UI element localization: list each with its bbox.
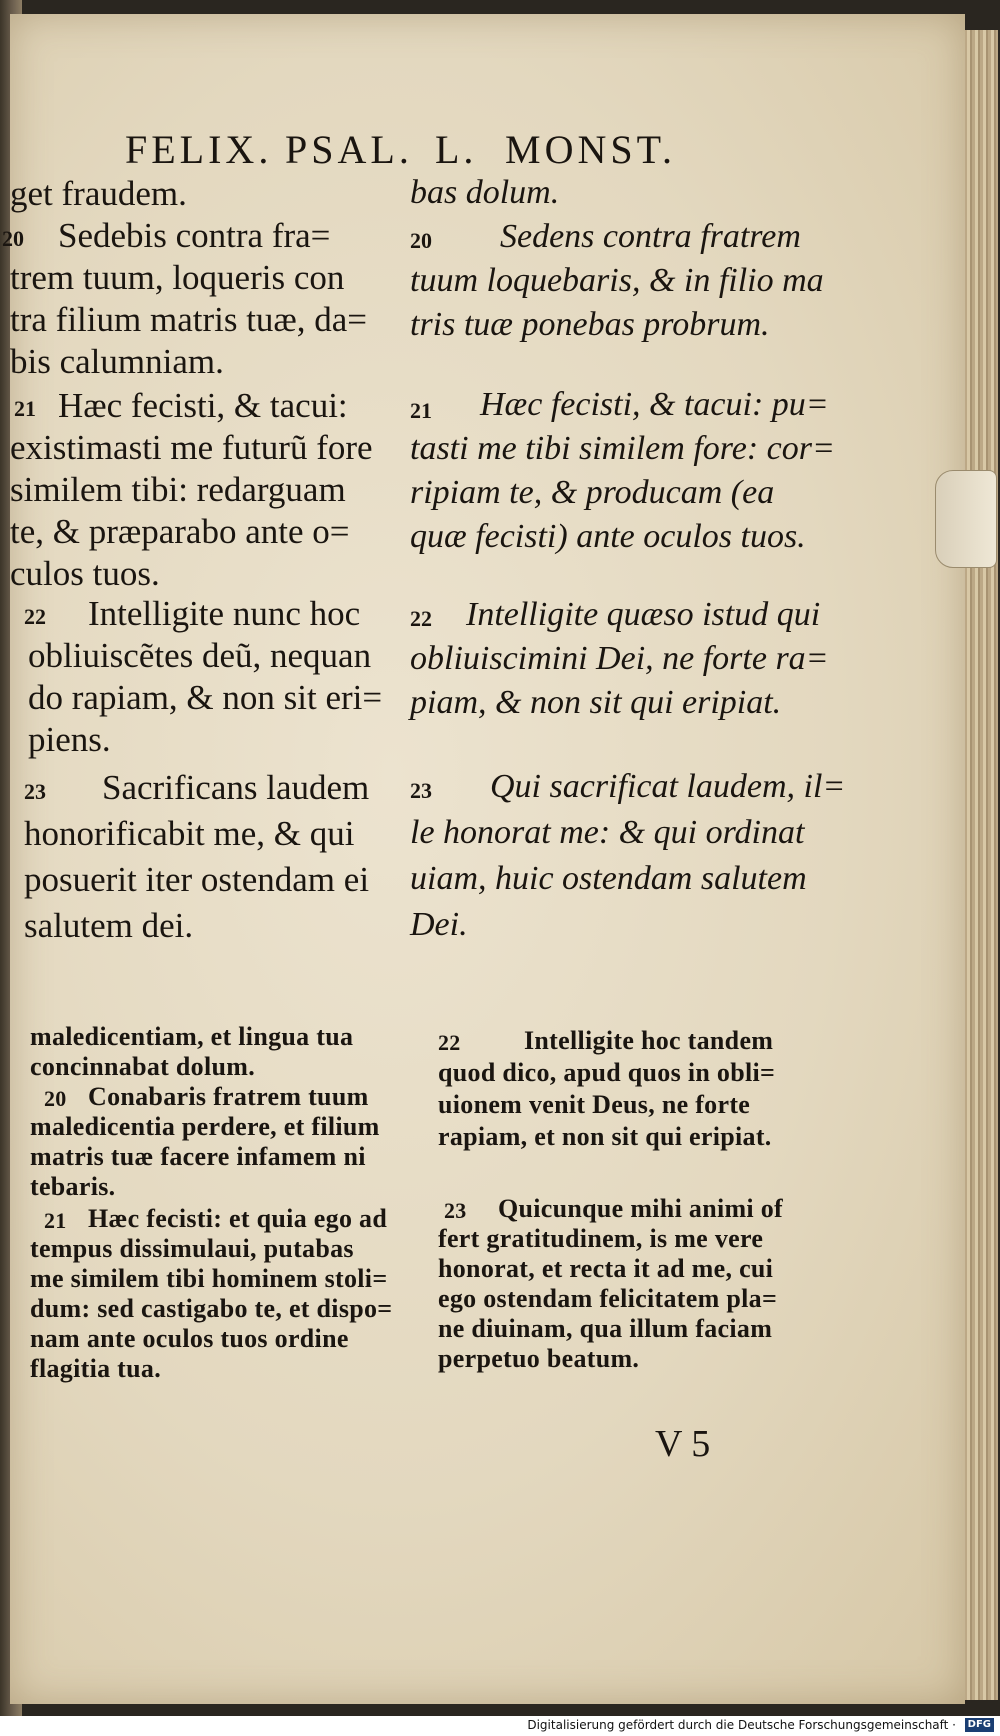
left-line: existimasti me futurũ fore	[10, 428, 373, 467]
lower-left-line: maledicentia perdere, et filium	[30, 1112, 380, 1141]
left-line: posuerit iter ostendam ei	[24, 860, 370, 899]
lower-left-line: tebaris.	[30, 1172, 116, 1201]
left-line: obliuiscẽtes deũ, nequan	[28, 636, 372, 675]
right-line: le honorat me: & qui ordinat	[410, 814, 805, 851]
verse-number: 20	[44, 1086, 67, 1111]
left-line: Sedebis contra fra=	[58, 216, 331, 255]
lower-left-line: nam ante oculos tuos ordine	[30, 1324, 349, 1353]
left-column	[2, 174, 390, 994]
lower-left-line: tempus dissimulaui, putabas	[30, 1234, 354, 1263]
right-line: uiam, huic ostendam salutem	[410, 860, 807, 897]
left-line: Hæc fecisti, & tacui:	[58, 386, 348, 425]
lower-left-line: me similem tibi hominem stoli=	[30, 1264, 388, 1293]
left-line: Sacrificans laudem	[102, 768, 370, 807]
right-line: Dei.	[410, 906, 468, 943]
right-line: Sedens contra fratrem	[500, 218, 801, 255]
left-line: te, & præparabo ante o=	[10, 512, 350, 551]
lower-left-line: flagitia tua.	[30, 1354, 162, 1383]
right-line: Hæc fecisti, & tacui: pu=	[480, 386, 829, 423]
lower-left-line: Conabaris fratrem tuum	[88, 1082, 369, 1111]
verse-number: 21	[410, 398, 432, 423]
lower-left-line: matris tuæ facere infamem ni	[30, 1142, 366, 1171]
left-line: bis calumniam.	[10, 342, 224, 381]
header-left: FELIX.	[125, 127, 273, 172]
verse-number: 20	[410, 228, 432, 253]
footer-credit: Digitalisierung gefördert durch die Deutsche Forschungsgemeinschaft ·	[527, 1718, 956, 1732]
running-header	[120, 126, 720, 174]
lower-right-line: quod dico, apud quos in obli=	[438, 1058, 776, 1087]
header-right: MONST.	[505, 127, 677, 172]
left-line: trem tuum, loqueris con	[10, 258, 345, 297]
lower-right-line: uionem venit Deus, ne forte	[438, 1090, 751, 1119]
lower-right-line: Intelligite hoc tandem	[524, 1026, 774, 1055]
lower-right-line: fert gratitudinem, is me vere	[438, 1224, 764, 1253]
lower-right-line: ego ostendam felicitatem pla=	[438, 1284, 778, 1313]
lower-right-line: honorat, et recta it ad me, cui	[438, 1254, 774, 1283]
right-line: bas dolum.	[410, 174, 560, 211]
left-line: salutem dei.	[24, 906, 194, 945]
right-column	[410, 174, 850, 994]
verse-number: 23	[444, 1198, 467, 1223]
verse-number: 23	[410, 778, 432, 803]
right-line: Intelligite quæso istud qui	[466, 596, 821, 633]
lower-right-column	[438, 1026, 858, 1406]
dfg-logo: DFG	[965, 1718, 994, 1732]
lower-left-line: concinnabat dolum.	[30, 1052, 256, 1081]
right-line: tris tuæ ponebas probrum.	[410, 306, 770, 343]
left-line: Intelligite nunc hoc	[88, 594, 361, 633]
verse-number: 22	[24, 604, 46, 629]
right-line: piam, & non sit qui eripiat.	[410, 684, 782, 721]
right-line: tasti me tibi similem fore: cor=	[410, 430, 835, 467]
header-center-left: PSAL.	[285, 127, 413, 172]
verse-number: 23	[24, 779, 46, 804]
left-line: culos tuos.	[10, 554, 160, 593]
page-paper	[2, 14, 965, 1704]
verse-number: 20	[2, 226, 24, 251]
verse-number: 21	[14, 396, 36, 421]
lower-left-line: maledicentiam, et lingua tua	[30, 1022, 354, 1051]
verse-number: 22	[410, 606, 432, 631]
verse-number: 21	[44, 1208, 67, 1233]
lower-right-line: ne diuinam, qua illum faciam	[438, 1314, 773, 1343]
lower-right-line: rapiam, et non sit qui eripiat.	[438, 1122, 772, 1151]
left-line: piens.	[28, 720, 111, 759]
header-center-right: L.	[435, 127, 478, 172]
left-line: honorificabit me, & qui	[24, 814, 355, 853]
lower-right-line: perpetuo beatum.	[438, 1344, 640, 1373]
verse-number: 22	[438, 1030, 461, 1055]
left-line: do rapiam, & non sit eri=	[28, 678, 383, 717]
left-line: get fraudem.	[10, 174, 187, 213]
page-tab	[935, 470, 997, 568]
lower-left-column	[30, 1022, 430, 1402]
right-line: Qui sacrificat laudem, il=	[490, 768, 846, 805]
left-line: similem tibi: redarguam	[10, 470, 346, 509]
lower-left-line: Hæc fecisti: et quia ego ad	[88, 1204, 388, 1233]
lower-left-line: dum: sed castigabo te, et dispo=	[30, 1294, 393, 1323]
right-line: obliuiscimini Dei, ne forte ra=	[410, 640, 829, 677]
right-line: tuum loquebaris, & in filio ma	[410, 262, 824, 299]
signature-mark: V 5	[655, 1423, 711, 1465]
lower-right-line: Quicunque mihi animi of	[498, 1194, 784, 1223]
right-line: quæ fecisti) ante oculos tuos.	[410, 518, 806, 555]
right-line: ripiam te, & producam (ea	[410, 474, 775, 511]
left-line: tra filium matris tuæ, da=	[10, 300, 368, 339]
